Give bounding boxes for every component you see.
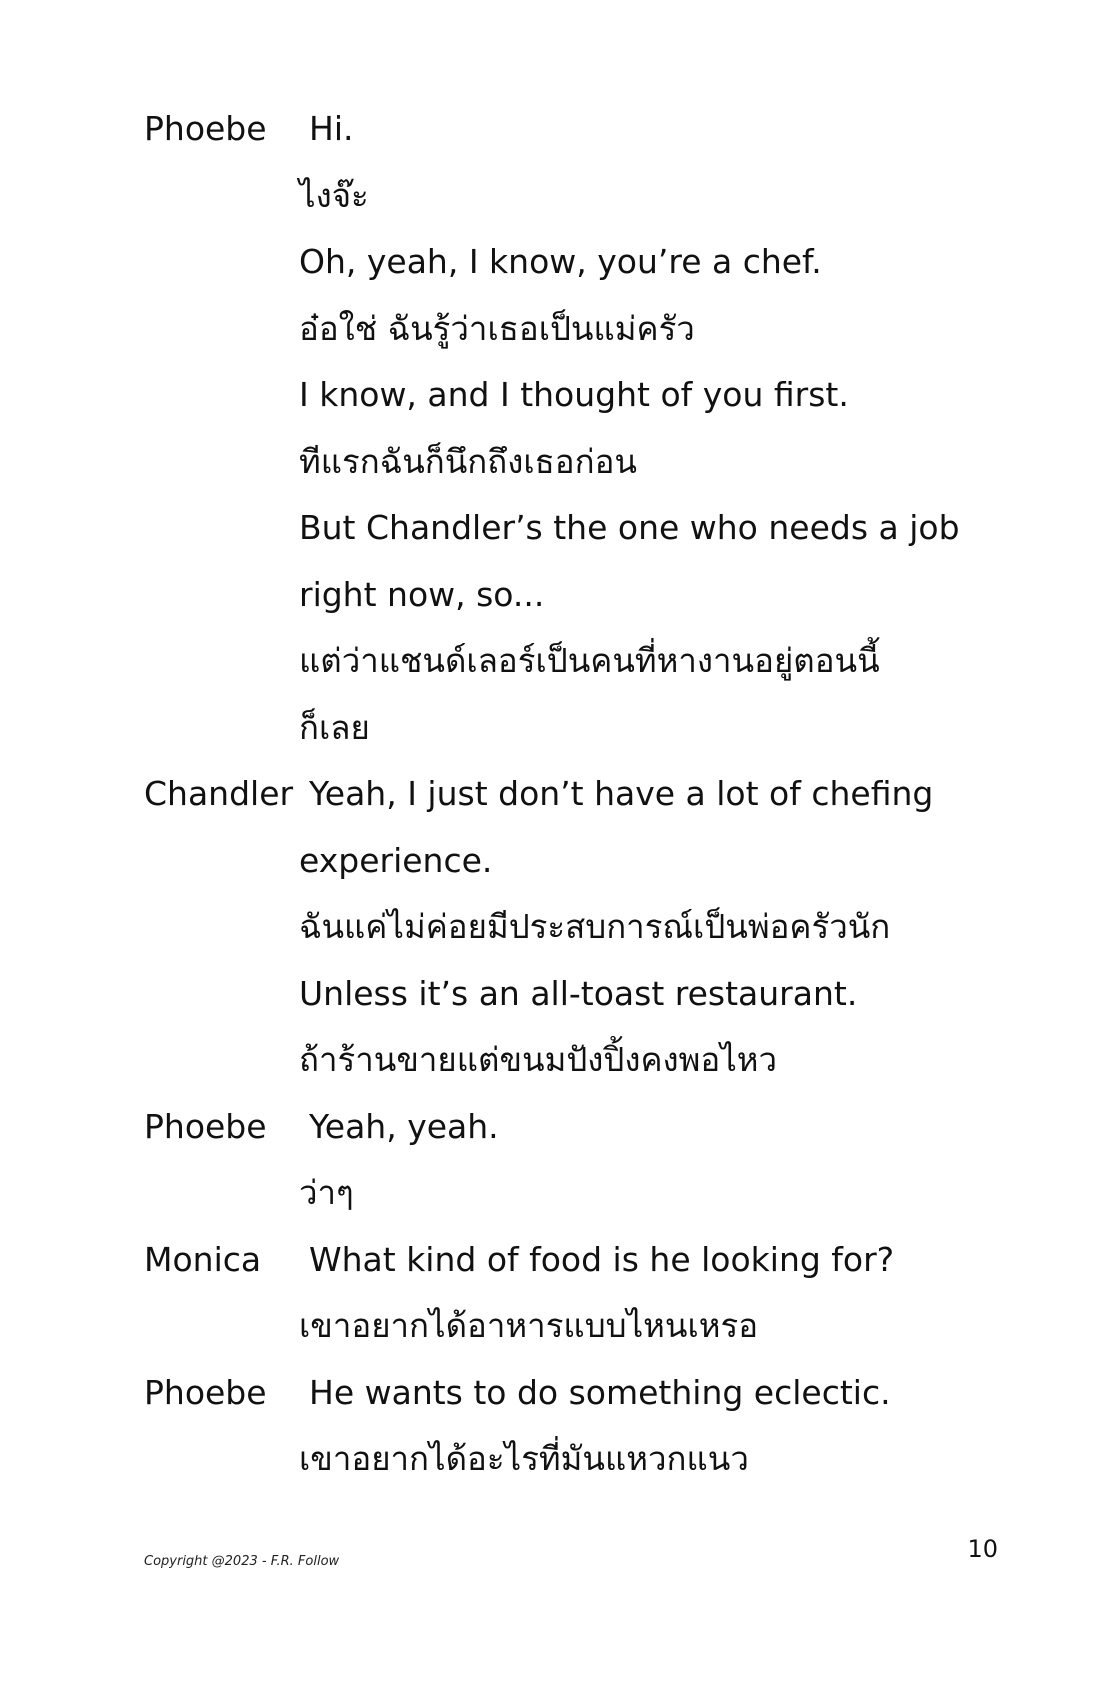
thai-translation: ทีแรกฉันก็นึกถึงเธอก่อน xyxy=(299,441,637,481)
thai-translation: เขาอยากได้อะไรที่มันแหวกแนว xyxy=(299,1439,749,1478)
english-line: Hi. xyxy=(309,109,354,148)
english-line: He wants to do something eclectic. xyxy=(309,1372,891,1412)
dialogue-line xyxy=(144,1360,984,1427)
speaker-name: Phoebe xyxy=(144,1372,267,1412)
speaker-name: Phoebe xyxy=(144,1106,267,1146)
english-line: But Chandler’s the one who needs a job xyxy=(299,508,960,547)
english-line: What kind of food is he looking for? xyxy=(309,1239,895,1279)
english-line: Oh, yeah, I know, you’re a chef. xyxy=(299,242,822,281)
english-line: Yeah, I just don’t have a lot of chefing xyxy=(309,774,934,813)
dialogue-line xyxy=(144,761,984,828)
english-line: Unless it’s an all-toast restaurant. xyxy=(299,973,858,1013)
dialogue-line xyxy=(144,1160,984,1227)
thai-translation: ฉันแค่ไม่ค่อยมีประสบการณ์เป็นพ่อครัวนัก xyxy=(299,907,891,946)
dialogue-line xyxy=(144,894,984,961)
english-line: right now, so... xyxy=(299,574,545,614)
thai-translation: เขาอยากได้อาหารแบบไหนเหรอ xyxy=(299,1306,759,1345)
dialogue-line xyxy=(144,429,984,496)
dialogue-line xyxy=(144,1094,984,1161)
dialogue-line xyxy=(144,961,984,1028)
english-line: Yeah, yeah. xyxy=(309,1106,499,1146)
speaker-name: Phoebe xyxy=(144,109,267,148)
dialogue-line xyxy=(144,628,984,695)
dialogue-line xyxy=(144,828,984,895)
dialogue-line xyxy=(144,163,984,230)
thai-translation: ก็เลย xyxy=(299,707,370,747)
english-line: I know, and I thought of you first. xyxy=(299,375,849,414)
page-number: 10 xyxy=(967,1535,998,1563)
dialogue-line xyxy=(144,495,984,562)
dialogue-line xyxy=(144,362,984,429)
dialogue-line xyxy=(144,1293,984,1360)
dialogue-line xyxy=(144,1227,984,1294)
english-line: experience. xyxy=(299,840,493,880)
thai-translation: ว่าๆ xyxy=(299,1173,354,1212)
thai-translation: อ๋อใช่ ฉันรู้ว่าเธอเป็นแม่ครัว xyxy=(299,308,695,348)
copyright-footer: Copyright @2023 - F.R. Follow xyxy=(144,1554,340,1569)
dialogue-line xyxy=(144,296,984,363)
speaker-name: Chandler xyxy=(144,774,294,813)
thai-translation: ไงจ๊ะ xyxy=(299,175,369,215)
dialogue-line xyxy=(144,695,984,762)
dialogue-block xyxy=(144,96,984,1493)
thai-translation: แต่ว่าแชนด์เลอร์เป็นคนที่หางานอยู่ตอนนี้ xyxy=(299,641,880,680)
dialogue-line xyxy=(144,1426,984,1493)
speaker-name: Monica xyxy=(144,1239,262,1279)
dialogue-line xyxy=(144,1027,984,1094)
thai-translation: ถ้าร้านขายแต่ขนมปังปิ้งคงพอไหว xyxy=(299,1040,778,1079)
dialogue-line xyxy=(144,96,984,163)
dialogue-line xyxy=(144,562,984,629)
dialogue-line xyxy=(144,229,984,296)
